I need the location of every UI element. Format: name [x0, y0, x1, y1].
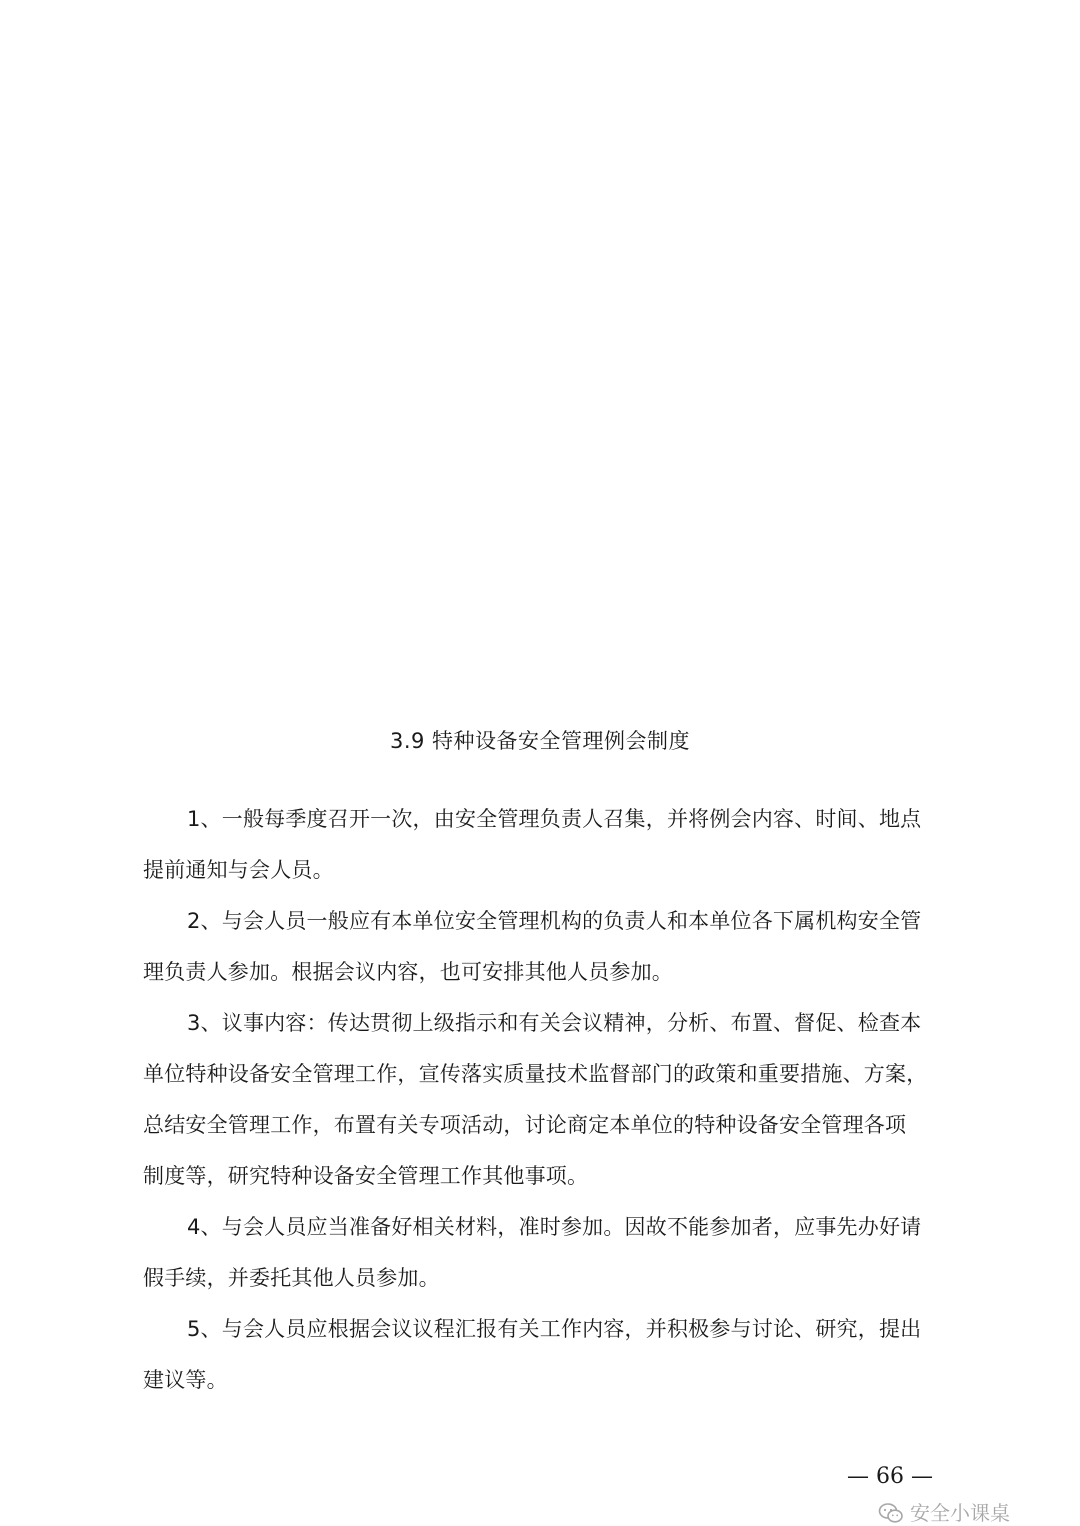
- paragraph-2: [143, 896, 943, 998]
- paragraph-line: 单位特种设备安全管理工作，宣传落实质量技术监督部门的政策和重要措施、方案，: [143, 1062, 928, 1086]
- paragraph-1: [143, 794, 943, 896]
- paragraph-line: 4、与会人员应当准备好相关材料，准时参加。因故不能参加者，应事先办好请: [187, 1215, 922, 1239]
- watermark-text: 安全小课桌: [910, 1501, 1010, 1525]
- paragraph-line: 假手续，并委托其他人员参加。: [143, 1266, 440, 1290]
- body-text: [143, 794, 943, 1406]
- paragraph-line: 提前通知与会人员。: [143, 858, 334, 882]
- paragraph-line: 1、一般每季度召开一次，由安全管理负责人召集，并将例会内容、时间、地点: [187, 807, 922, 831]
- paragraph-line: 总结安全管理工作，布置有关专项活动，讨论商定本单位的特种设备安全管理各项: [143, 1113, 907, 1137]
- section-title: 3.9 特种设备安全管理例会制度: [389, 729, 691, 753]
- watermark: [878, 1500, 1010, 1526]
- paragraph-4: [143, 1202, 943, 1304]
- paragraph-5: [143, 1304, 943, 1406]
- paragraph-line: 2、与会人员一般应有本单位安全管理机构的负责人和本单位各下属机构安全管: [187, 909, 922, 933]
- page-number: — 66 —: [847, 1464, 933, 1489]
- wechat-icon: [878, 1502, 904, 1524]
- paragraph-line: 理负责人参加。根据会议内容，也可安排其他人员参加。: [143, 960, 673, 984]
- paragraph-3: [143, 998, 943, 1202]
- paragraph-line: 建议等。: [143, 1368, 228, 1392]
- paragraph-line: 3、议事内容：传达贯彻上级指示和有关会议精神，分析、布置、督促、检查本: [187, 1011, 922, 1035]
- paragraph-line: 制度等，研究特种设备安全管理工作其他事项。: [143, 1164, 589, 1188]
- paragraph-line: 5、与会人员应根据会议议程汇报有关工作内容，并积极参与讨论、研究，提出: [187, 1317, 922, 1341]
